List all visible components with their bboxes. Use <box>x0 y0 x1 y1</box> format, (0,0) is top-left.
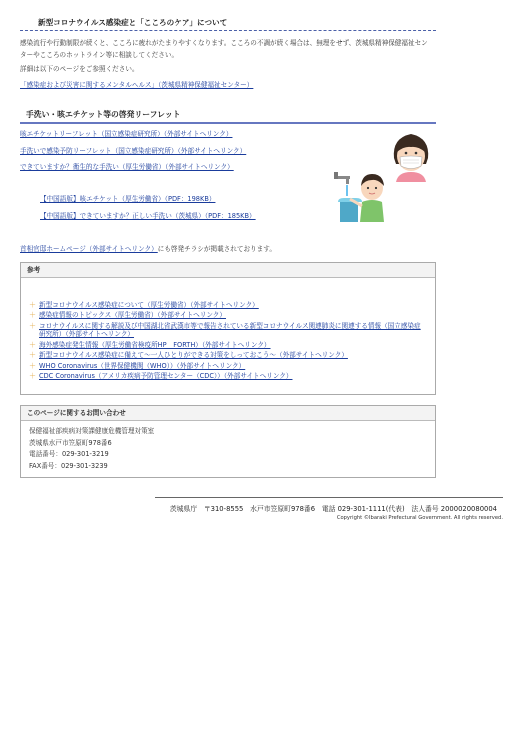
heading-text: 新型コロナウイルス感染症と「こころのケア」について <box>38 18 228 27</box>
leaflet-link-list <box>20 130 246 180</box>
handwash-leaflet-link[interactable]: 手洗いで感染予防リーフレット（国立感染症研究所）（外部サイトへリンク） <box>20 146 247 155</box>
hygienic-handwash-link[interactable]: できていますか？衛生的な手洗い（厚生労働省）（外部サイトへリンク） <box>20 163 234 171</box>
contact-department: 保健福祉部疾病対策課健康危機管理対策室 <box>29 427 155 435</box>
contact-box <box>20 405 436 478</box>
section-heading-leaflet <box>20 106 436 124</box>
contact-body <box>21 421 435 477</box>
contact-title: このページに関するお問い合わせ <box>21 406 435 421</box>
cough-etiquette-link[interactable]: 咳エチケットリーフレット（国立感染症研究所）（外部サイトへリンク） <box>20 130 233 138</box>
bullet-icon: ＋ <box>29 351 36 360</box>
list-item <box>27 301 425 310</box>
chinese-cough-etiquette-link[interactable]: 【中国語版】咳エチケット（厚生労働省）（PDF：198KB） <box>40 195 216 203</box>
mental-health-link[interactable]: 「感染症および災害に関するメンタルヘルス」（茨城県精神保健福祉センター） <box>20 81 254 89</box>
heading-text: 手洗い・咳エチケット等の啓発リーフレット <box>26 110 181 119</box>
masked-person-illustration <box>388 128 434 182</box>
reference-link[interactable]: 新型コロナウイルス感染症に備えて～一人ひとりができる対策をしっておこう～（外部サイトへリンク） <box>39 351 348 360</box>
bullet-icon: ＋ <box>29 340 36 349</box>
bullet-icon: ＋ <box>29 361 36 370</box>
handwashing-illustration <box>334 166 390 222</box>
contact-address: 茨城県水戸市笠原町978番6 <box>29 438 112 447</box>
list-item <box>27 372 425 381</box>
list-item <box>27 362 425 371</box>
section-heading-kokoro-care <box>20 14 436 31</box>
kantei-paragraph <box>20 245 276 255</box>
reference-link[interactable]: 海外感染症発生情報（厚生労働省検疫所HP FORTH）（外部サイトへリンク） <box>39 340 271 349</box>
reference-link[interactable]: 感染症情報のトピックス（厚生労働省）（外部サイトへリンク） <box>39 311 226 320</box>
contact-phone: 電話番号：029-301-3219 <box>29 450 109 458</box>
list-item <box>27 341 425 350</box>
chinese-link-list <box>40 195 256 229</box>
bullet-icon: ＋ <box>29 301 36 309</box>
footer-address: 茨城県庁 〒310-8555 水戸市笠原町978番6 電話 029-301-1111(代表) 法人番号 2000020080004 <box>169 505 497 513</box>
list-item <box>27 311 425 320</box>
kantei-link[interactable]: 首相官邸ホームページ（外部サイトへリンク） <box>20 245 158 253</box>
reference-link[interactable]: CDC Coronavirus（アメリカ疾病予防管理センター（CDC））（外部サイトへリンク） <box>39 371 293 380</box>
kantei-text: にも啓発チラシが掲載されております。 <box>157 245 276 253</box>
reference-link[interactable]: WHO Coronavirus（世界保健機関（WHO））（外部サイトへリンク） <box>39 361 246 370</box>
contact-fax: FAX番号：029-301-3239 <box>29 461 108 470</box>
references-list <box>27 301 425 382</box>
references-box <box>20 262 436 395</box>
details-paragraph: 詳細は以下のページをご参照ください。 <box>20 65 139 73</box>
bullet-icon: ＋ <box>29 371 36 380</box>
bullet-icon: ＋ <box>29 311 36 320</box>
intro-paragraph: 感染流行や行動制限が続くと、こころに疲れがたまりやすくなります。こころの不調が続く場合は、無理をせず、茨城県精神保健福祉センターやこころのホットライン等に相談してください。 <box>20 39 428 59</box>
footer-divider <box>155 497 503 498</box>
bullet-icon: ＋ <box>29 321 36 330</box>
footer-copyright: Copyright ©Ibaraki Prefectural Government. All rights reserved. <box>336 515 503 521</box>
reference-link[interactable]: 新型コロナウイルス感染症について（厚生労働省）（外部サイトへリンク） <box>39 301 259 309</box>
reference-link[interactable]: コロナウイルスに関する解説及び中国湖北省武漢市等で報告されている新型コロナウイルス関連肺炎に関連する情報（国立感染症研究所）（外部サイトへリンク） <box>39 321 421 339</box>
references-title: 参考 <box>21 263 435 278</box>
list-item <box>27 322 425 339</box>
chinese-handwash-link[interactable]: 【中国語版】できていますか？正しい手洗い（茨城県）（PDF：185KB） <box>40 212 256 220</box>
list-item <box>27 351 425 360</box>
